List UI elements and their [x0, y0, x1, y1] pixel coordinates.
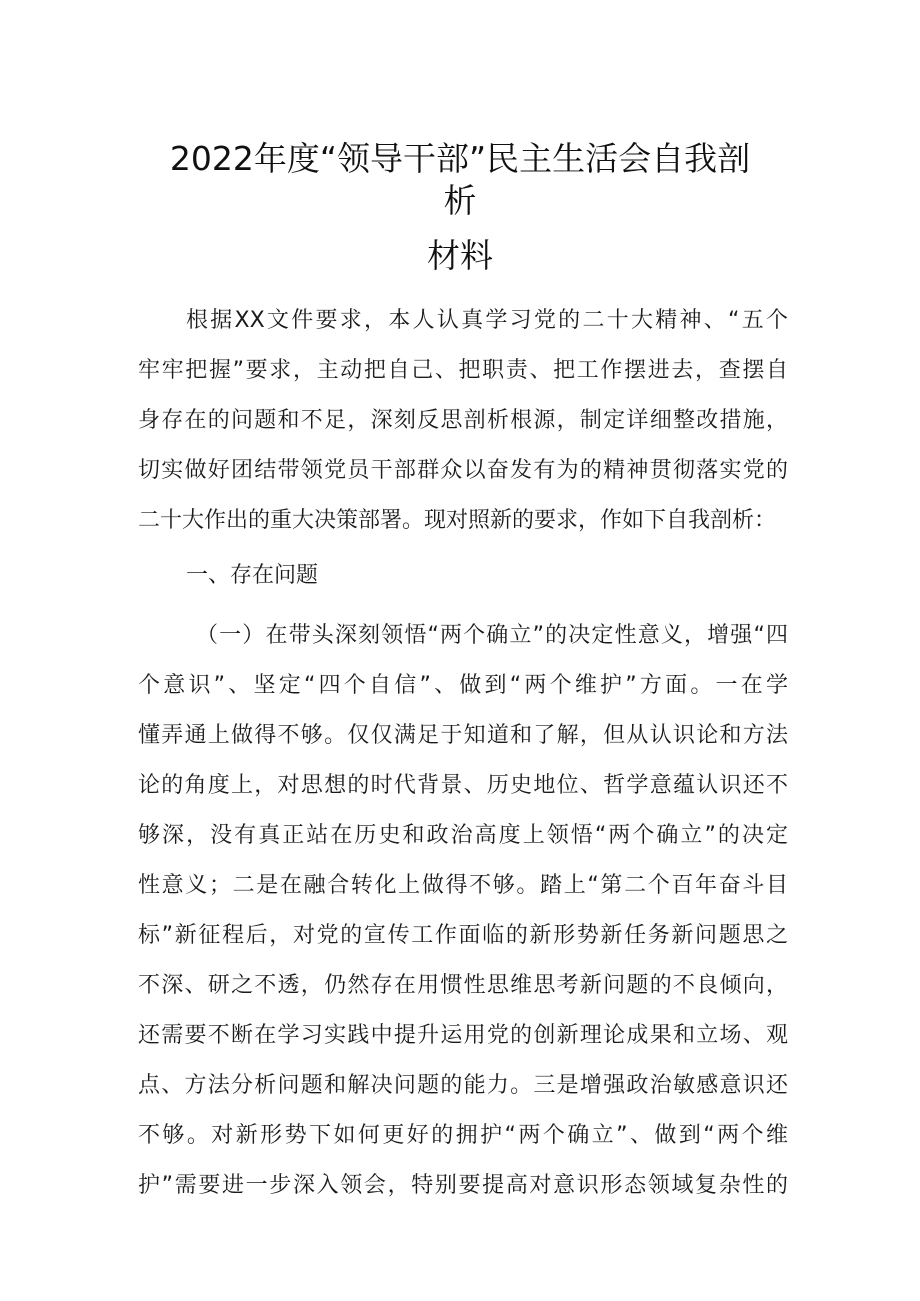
body-line: 个意识”、坚定“四个自信”、做到“两个维护”方面。一在学	[138, 673, 788, 698]
intro-line: 二十大作出的重大决策部署。现对照新的要求，作如下自我剖析：	[138, 508, 777, 533]
section-heading: 一、存在问题	[186, 563, 319, 588]
document-title-line-1: 2022年度“领导干部”民主生活会自我剖	[169, 139, 751, 178]
body-line: 还需要不断在学习实践中提升运用党的创新理论成果和立场、观	[138, 1023, 788, 1048]
intro-line: 牢牢把握”要求，主动把自己、把职责、把工作摆进去，查摆自	[138, 358, 788, 383]
intro-line: 身存在的问题和不足，深刻反思剖析根源，制定详细整改措施，	[138, 408, 788, 433]
body-line: 懂弄通上做得不够。仅仅满足于知道和了解，但从认识论和方法	[138, 723, 788, 748]
body-line: 标”新征程后，对党的宣传工作面临的新形势新任务新问题思之	[138, 923, 788, 948]
intro-line: 根据XX文件要求，本人认真学习党的二十大精神、“五个	[186, 308, 788, 333]
document-title-line-3: 材料	[427, 236, 493, 275]
body-line: 不够。对新形势下如何更好的拥护“两个确立”、做到“两个维	[138, 1123, 788, 1148]
body-line: 护”需要进一步深入领会，特别要提高对意识形态领域复杂性的	[138, 1173, 788, 1198]
document-title-line-2: 析	[443, 181, 477, 220]
intro-line: 切实做好团结带领党员干部群众以奋发有为的精神贯彻落实党的	[138, 458, 788, 483]
body-line: （一）在带头深刻领悟“两个确立”的决定性意义，增强“四	[196, 623, 788, 648]
body-line: 点、方法分析问题和解决问题的能力。三是增强政治敏感意识还	[138, 1073, 788, 1098]
body-line: 不深、研之不透，仍然存在用惯性思维思考新问题的不良倾向，	[138, 973, 788, 998]
body-line: 论的角度上，对思想的时代背景、历史地位、哲学意蕴认识还不	[138, 773, 788, 798]
body-line: 性意义；二是在融合转化上做得不够。踏上“第二个百年奋斗目	[138, 873, 788, 898]
body-line: 够深，没有真正站在历史和政治高度上领悟“两个确立”的决定	[138, 823, 788, 848]
